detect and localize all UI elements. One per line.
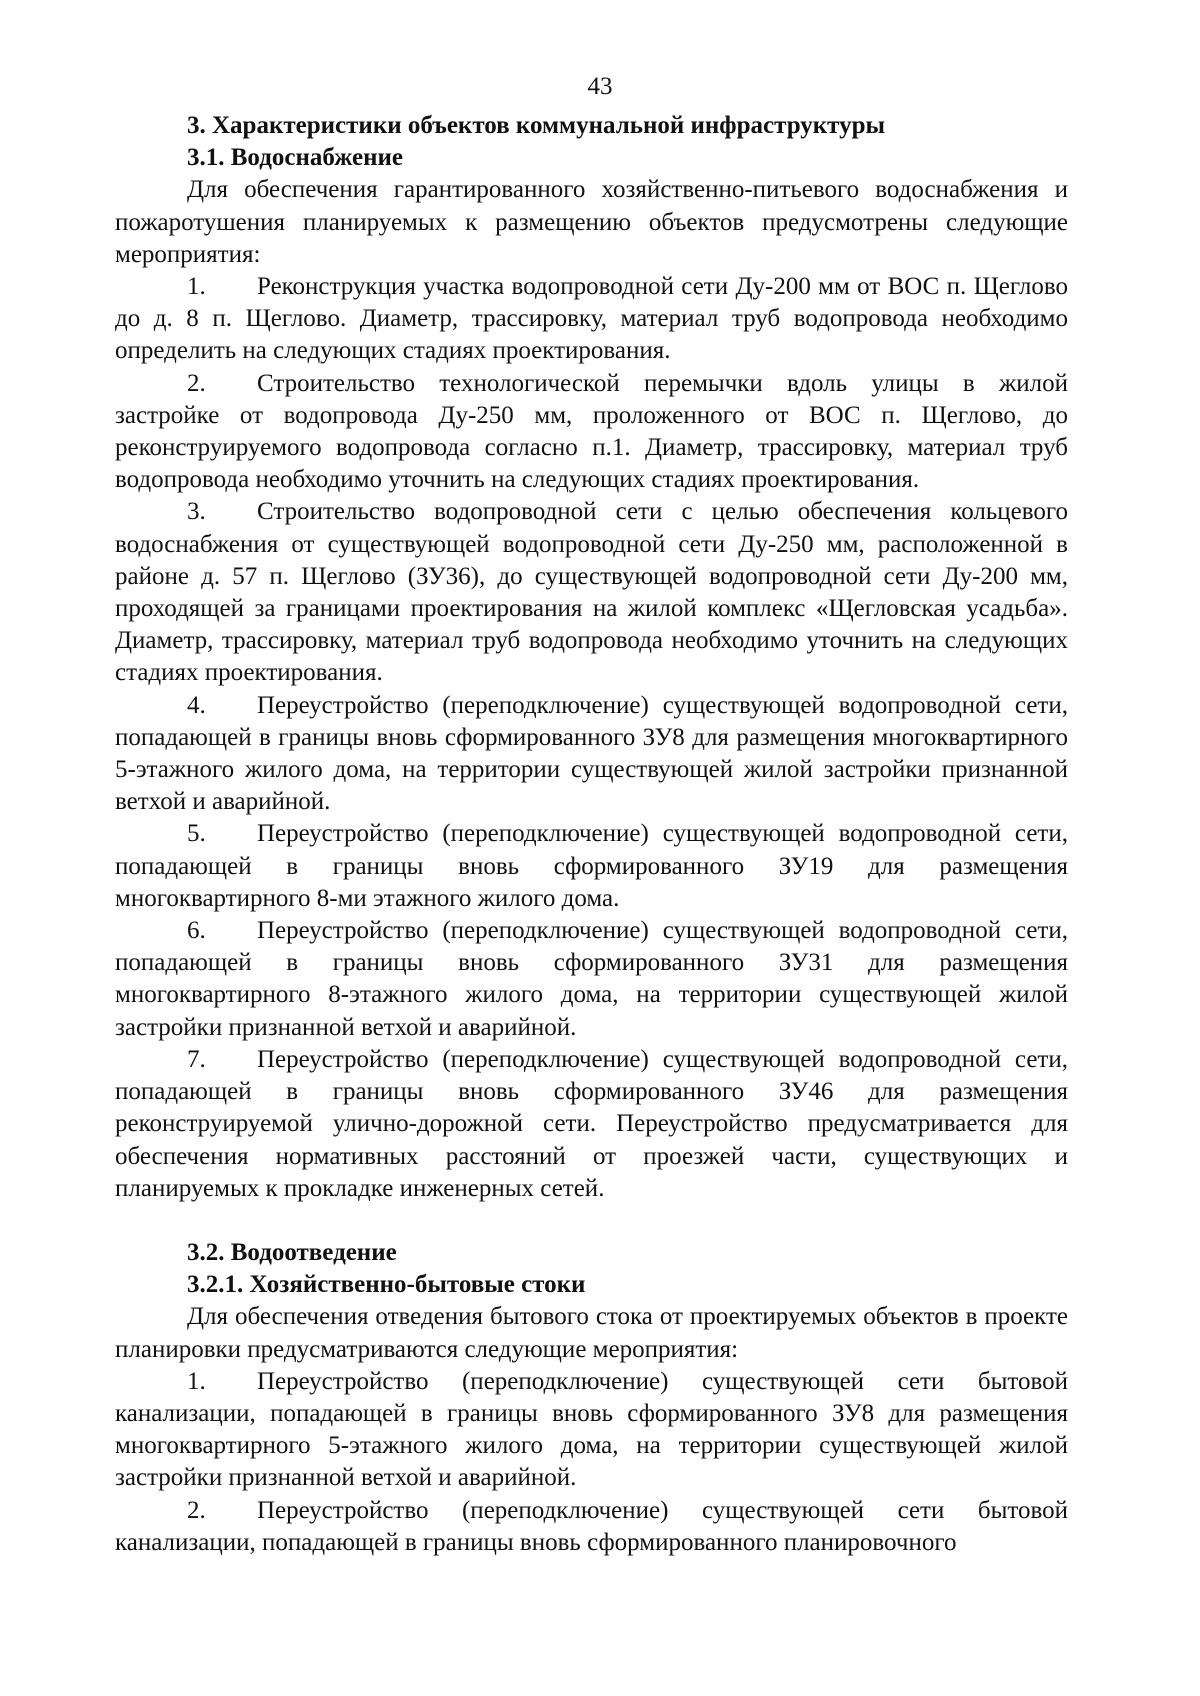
wastewater-item xyxy=(115,1366,1068,1495)
item-number: 2. xyxy=(187,1496,206,1524)
item-number: 5. xyxy=(187,820,206,848)
item-text: Строительство технологической перемычки вдоль улицы в жилой застройке от водопровода Ду-250 мм, проложенного от ВОС п. Щеглово, до реконструируемого водопровода согласно п.1. Диаметр, трассировку, материал труб водопровода необходимо уточнить на следующих стадиях проектирования. xyxy=(115,369,1068,494)
section-spacer xyxy=(115,1205,1068,1237)
item-text: Переустройство (переподключение) существующей водопроводной сети, попадающей в границы вновь сформированного ЗУ31 для размещения многоквартирного 8-этажного жилого дома, на территории существующей жилой застройки признанной ветхой и аварийной. xyxy=(115,917,1068,1041)
water-supply-item xyxy=(115,271,1068,368)
page-number: 43 xyxy=(587,73,613,100)
item-number: 6. xyxy=(187,917,206,945)
water-supply-item xyxy=(115,915,1068,1044)
item-text: Переустройство (переподключение) существующей водопроводной сети, попадающей в границы вновь сформированного ЗУ46 для размещения реконструируемой улично-дорожной сети. Переустройство предусматривается для обеспечения нормативных расстояний от проезжей части, существующих и планируемых к прокладке инженерных сетей. xyxy=(115,1045,1068,1202)
water-supply-intro: Для обеспечения гарантированного хозяйственно-питьевого водоснабжения и пожаротушения планируемых к размещению объектов предусмотрены следующие мероприятия: xyxy=(115,176,1068,268)
section-heading-main: 3. Характеристики объектов коммунальной инфраструктуры xyxy=(187,112,886,139)
water-supply-item xyxy=(115,818,1068,915)
item-number: 1. xyxy=(187,1367,206,1395)
wastewater-item xyxy=(115,1495,1068,1559)
subsection-heading-household-sewage: 3.2.1. Хозяйственно-бытовые стоки xyxy=(187,1271,586,1299)
item-number: 4. xyxy=(187,691,206,719)
section-heading-wastewater: 3.2. Водоотведение xyxy=(187,1238,397,1266)
item-text: Переустройство (переподключение) существующей водопроводной сети, попадающей в границы вновь сформированного ЗУ8 для размещения многоквартирного 5-этажного жилого дома, на территории существующей жилой застройки признанной ветхой и аварийной. xyxy=(115,691,1068,816)
water-supply-item xyxy=(115,690,1068,819)
item-number: 1. xyxy=(187,273,206,301)
wastewater-intro: Для обеспечения отведения бытового стока от проектируемых объектов в проекте планировки предусматриваются следующие мероприятия: xyxy=(115,1303,1068,1363)
item-text: Переустройство (переподключение) существующей водопроводной сети, попадающей в границы вновь сформированного ЗУ19 для размещения многоквартирного 8-ми этажного жилого дома. xyxy=(115,820,1068,912)
item-text: Переустройство (переподключение) существующей сети бытовой канализации, попадающей в границы вновь сформированного ЗУ8 для размещения многоквартирного 5-этажного жилого дома, на территории существующей жилой застройки признанной ветхой и аварийной. xyxy=(115,1367,1068,1492)
water-supply-item xyxy=(115,368,1068,497)
item-number: 7. xyxy=(187,1045,206,1073)
item-number: 2. xyxy=(187,369,206,397)
item-text: Переустройство (переподключение) существующей сети бытовой канализации, попадающей в границы вновь сформированного планировочного xyxy=(115,1496,1068,1556)
water-supply-item xyxy=(115,1044,1068,1205)
water-supply-item xyxy=(115,496,1068,689)
item-text: Реконструкция участка водопроводной сети Ду-200 мм от ВОС п. Щеглово до д. 8 п. Щеглово. Диаметр, трассировку, материал труб водопровода необходимо определить на следующих стадиях проектирования. xyxy=(115,273,1068,365)
item-text: Строительство водопроводной сети с целью обеспечения кольцевого водоснабжения от существующей водопроводной сети Ду-250 мм, расположенной в районе д. 57 п. Щеглово (ЗУ36), до существующей водопроводной сети Ду-200 мм, проходящей за границами проектирования на жилой комплекс «Щегловская усадьба». Диаметр, трассировку, материал труб водопровода необходимо уточнить на следующих стадиях проектирования. xyxy=(115,498,1068,687)
document-body xyxy=(115,110,1068,1559)
item-number: 3. xyxy=(187,498,206,526)
section-heading-water-supply: 3.1. Водоснабжение xyxy=(187,144,404,172)
